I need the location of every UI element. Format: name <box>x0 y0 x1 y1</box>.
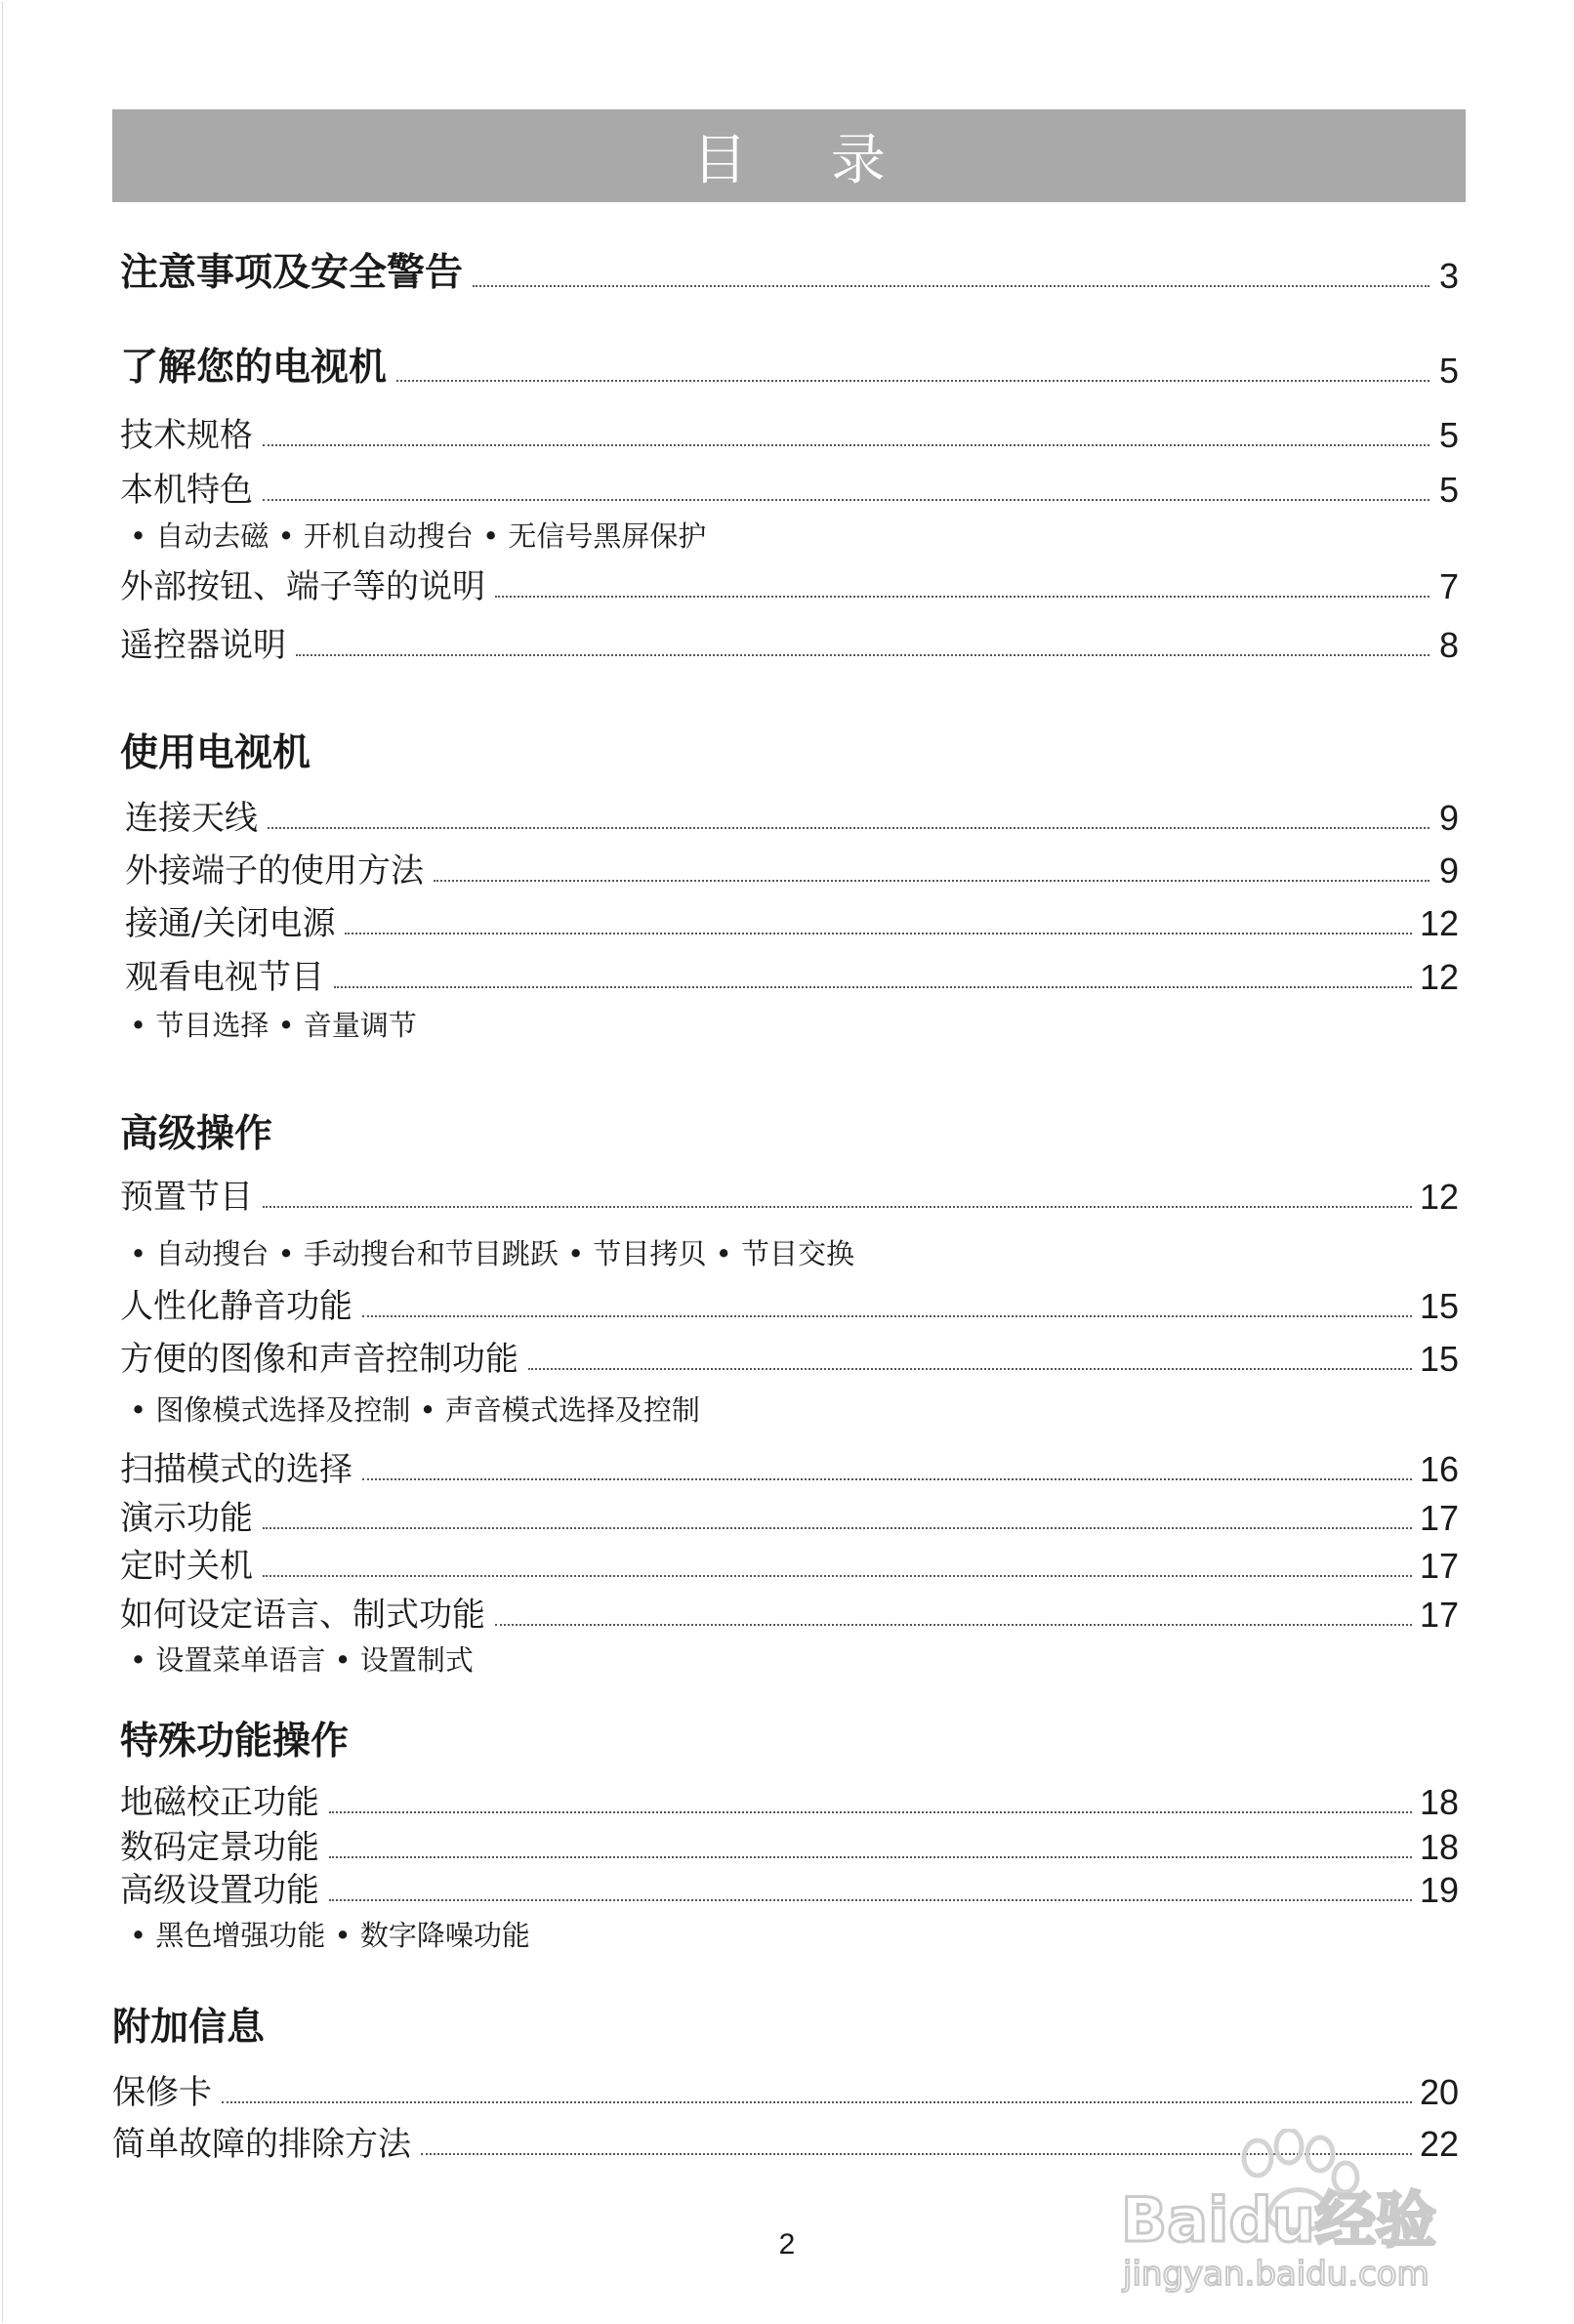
toc-entry-language-system[interactable] <box>120 1588 1459 1636</box>
dot-leader <box>296 654 1429 656</box>
entry-page: 16 <box>1419 1449 1459 1489</box>
entry-page: 12 <box>1419 1177 1459 1217</box>
section-heading-additional: 附加信息 <box>112 2006 266 2050</box>
entry-label: 保修卡 <box>112 2073 212 2112</box>
entry-page: 15 <box>1419 1339 1459 1379</box>
toc-entry-demo[interactable] <box>120 1491 1459 1539</box>
entry-page: 9 <box>1438 851 1459 891</box>
entry-label: 接通/关闭电源 <box>125 904 336 943</box>
toc-entry-warranty[interactable] <box>112 2065 1459 2113</box>
entry-label: 演示功能 <box>120 1499 253 1538</box>
toc-entry-digital-freeze[interactable] <box>120 1820 1459 1868</box>
entry-label: 外部按钮、端子等的说明 <box>120 567 485 606</box>
dot-leader <box>396 380 1429 382</box>
toc-entry-know-tv[interactable] <box>120 337 1459 392</box>
entry-label: 人性化静音功能 <box>120 1287 352 1326</box>
entry-label: 外接端子的使用方法 <box>125 851 424 891</box>
dot-leader <box>334 986 1412 988</box>
entry-page: 7 <box>1438 566 1459 606</box>
entry-page: 17 <box>1419 1595 1459 1635</box>
toc-entry-terminals[interactable] <box>125 844 1459 892</box>
entry-label: 数码定景功能 <box>120 1828 319 1867</box>
entry-label: 地磁校正功能 <box>120 1783 319 1822</box>
dot-leader <box>362 1315 1412 1317</box>
dot-leader <box>345 933 1411 934</box>
toc-entry-power[interactable] <box>125 896 1459 944</box>
section-heading-advanced: 高级操作 <box>120 1112 273 1156</box>
toc-entry-antenna[interactable] <box>125 791 1459 839</box>
entry-label: 连接天线 <box>125 799 258 838</box>
toc-entry-features[interactable] <box>120 463 1459 511</box>
dot-leader <box>268 827 1429 829</box>
entry-page: 5 <box>1438 415 1459 455</box>
entry-label: 本机特色 <box>120 471 253 510</box>
toc-entry-safety[interactable] <box>120 242 1459 297</box>
dot-leader <box>495 1624 1412 1626</box>
dot-leader <box>263 1527 1412 1529</box>
dot-leader <box>473 285 1429 287</box>
entry-page: 20 <box>1419 2072 1459 2112</box>
section-heading-special: 特殊功能操作 <box>120 1720 350 1764</box>
dot-leader <box>362 1478 1412 1480</box>
toc-entry-advanced-settings[interactable] <box>120 1863 1459 1911</box>
entry-page: 19 <box>1419 1870 1459 1910</box>
entry-page: 5 <box>1438 470 1459 510</box>
dot-leader <box>329 1856 1412 1858</box>
section-heading-use-tv: 使用电视机 <box>120 731 311 775</box>
sub-items-watch: • 节目选择 • 音量调节 <box>130 1009 417 1042</box>
entry-page: 18 <box>1419 1782 1459 1822</box>
toc-entry-geomagnetic[interactable] <box>120 1775 1459 1823</box>
sub-items-advanced-settings: • 黑色增强功能 • 数字降噪功能 <box>130 1919 530 1952</box>
entry-label: 预置节目 <box>120 1178 253 1217</box>
sub-items-language-system: • 设置菜单语言 • 设置制式 <box>130 1643 474 1677</box>
watermark-brand: Baidu经验 <box>1121 2184 1436 2256</box>
entry-page: 12 <box>1419 957 1459 997</box>
dot-leader <box>329 1899 1412 1901</box>
entry-page: 5 <box>1438 351 1459 391</box>
entry-page: 3 <box>1438 256 1459 296</box>
toc-entry-specs[interactable] <box>120 408 1459 456</box>
dot-leader <box>263 444 1429 446</box>
dot-leader <box>263 1575 1412 1577</box>
dot-leader <box>263 1206 1412 1208</box>
entry-label: 观看电视节目 <box>125 958 324 997</box>
entry-label: 注意事项及安全警告 <box>120 251 464 295</box>
toc-entry-remote[interactable] <box>120 618 1459 666</box>
entry-page: 17 <box>1419 1546 1459 1586</box>
entry-page: 17 <box>1419 1498 1459 1538</box>
dot-leader <box>528 1368 1412 1370</box>
dot-leader <box>495 596 1429 598</box>
entry-page: 22 <box>1419 2124 1459 2164</box>
sub-items-picture-sound: • 图像模式选择及控制 • 声音模式选择及控制 <box>130 1393 700 1427</box>
entry-page: 12 <box>1419 903 1459 943</box>
toc-entry-buttons[interactable] <box>120 560 1459 607</box>
entry-label: 如何设定语言、制式功能 <box>120 1596 485 1635</box>
entry-label: 了解您的电视机 <box>120 346 388 390</box>
dot-leader <box>329 1811 1412 1813</box>
entry-page: 9 <box>1438 798 1459 838</box>
toc-entry-preset[interactable] <box>120 1170 1459 1218</box>
sub-items-preset: • 自动搜台 • 手动搜台和节目跳跃 • 节目拷贝 • 节目交换 <box>130 1237 854 1270</box>
entry-label: 扫描模式的选择 <box>120 1450 352 1489</box>
entry-label: 简单故障的排除方法 <box>112 2125 411 2164</box>
toc-entry-scan-mode[interactable] <box>120 1442 1459 1490</box>
toc-entry-mute[interactable] <box>120 1279 1459 1327</box>
dot-leader <box>263 499 1429 501</box>
watermark-url: jingyan.baidu.com <box>1123 2255 1429 2294</box>
baidu-watermark <box>1113 2129 1504 2295</box>
entry-label: 技术规格 <box>120 416 253 455</box>
page-number: 2 <box>778 2228 796 2261</box>
toc-entry-picture-sound[interactable] <box>120 1332 1459 1380</box>
entry-label: 遥控器说明 <box>120 626 286 665</box>
entry-label: 方便的图像和声音控制功能 <box>120 1340 518 1379</box>
entry-page: 18 <box>1419 1827 1459 1867</box>
toc-entry-sleep-timer[interactable] <box>120 1539 1459 1587</box>
entry-page: 8 <box>1438 625 1459 665</box>
entry-label: 高级设置功能 <box>120 1871 319 1910</box>
sub-items-features: • 自动去磁 • 开机自动搜台 • 无信号黑屏保护 <box>130 519 707 553</box>
toc-title: 目 录 <box>112 109 1466 202</box>
entry-label: 定时关机 <box>120 1547 253 1586</box>
entry-page: 15 <box>1419 1286 1459 1326</box>
toc-entry-watch[interactable] <box>125 950 1459 998</box>
dot-leader <box>222 2101 1412 2103</box>
dot-leader <box>434 880 1429 882</box>
